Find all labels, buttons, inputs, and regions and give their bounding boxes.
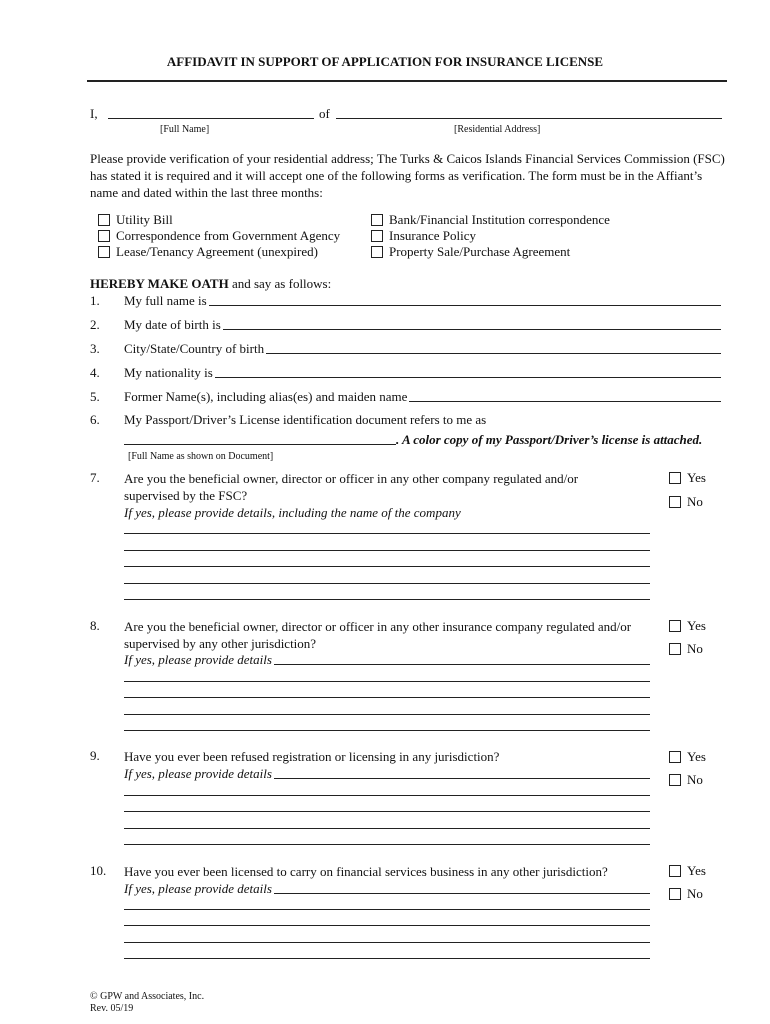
item-label: My full name is xyxy=(124,293,207,308)
option-label: Bank/Financial Institution correspondence xyxy=(389,212,610,227)
residential-address-field[interactable] xyxy=(336,118,722,119)
oath-bold: HEREBY MAKE OATH xyxy=(90,276,229,291)
details-line[interactable] xyxy=(274,664,650,665)
details-line[interactable] xyxy=(124,730,650,731)
checkbox[interactable] xyxy=(669,865,681,877)
checkbox[interactable] xyxy=(669,472,681,484)
question-9-yes[interactable] xyxy=(669,749,706,765)
verification-options-right xyxy=(371,212,610,260)
question-7-yes[interactable] xyxy=(669,470,706,486)
details-line[interactable] xyxy=(124,828,650,829)
question-10-no[interactable] xyxy=(669,886,703,902)
document-name-line[interactable] xyxy=(124,444,396,445)
option-insurance-policy[interactable] xyxy=(371,228,610,244)
option-lease-agreement[interactable] xyxy=(98,244,340,260)
details-line[interactable] xyxy=(124,599,650,600)
checkbox[interactable] xyxy=(98,214,110,226)
item-number: 1. xyxy=(90,293,100,308)
no-label: No xyxy=(687,772,703,787)
item-label: My date of birth is xyxy=(124,317,221,332)
no-label: No xyxy=(687,641,703,656)
full-name-caption: [Full Name] xyxy=(160,124,210,135)
footer-copyright: © GPW and Associates, Inc. xyxy=(90,991,205,1002)
item-full-name xyxy=(124,293,721,309)
option-label: Property Sale/Purchase Agreement xyxy=(389,244,571,259)
verification-options-left xyxy=(98,212,340,260)
item-birthplace xyxy=(124,341,721,357)
yes-label: Yes xyxy=(687,863,706,878)
option-label: Correspondence from Government Agency xyxy=(116,228,341,243)
verification-paragraph: Please provide verification of your residential address; The Turks & Caicos Islands Financial Services Commission (FSC) has stated it is required and it will accept one of the following forms as verification. The form must be in the Affiant’s name and dated within the last three months: xyxy=(90,151,725,200)
question-7-detail: If yes, please provide details, including the name of the company xyxy=(124,505,461,520)
nationality-line[interactable] xyxy=(215,377,721,378)
item-number: 4. xyxy=(90,365,100,380)
no-label: No xyxy=(687,886,703,901)
checkbox[interactable] xyxy=(371,230,383,242)
oath-rest: and say as follows: xyxy=(228,276,332,291)
details-line[interactable] xyxy=(124,533,650,534)
option-label: Lease/Tenancy Agreement (unexpired) xyxy=(116,244,318,259)
title-rule xyxy=(87,80,727,82)
details-line[interactable] xyxy=(124,697,650,698)
question-8-text: Are you the beneficial owner, director or officer in any other insurance company regulated and/or supervised by any other jurisdiction? xyxy=(124,619,632,651)
details-line[interactable] xyxy=(124,566,650,567)
details-line[interactable] xyxy=(124,550,650,551)
question-9-text: Have you ever been refused registration or licensing in any jurisdiction? xyxy=(124,749,500,764)
item-number: 5. xyxy=(90,389,100,404)
footer-revision: Rev. 05/19 xyxy=(90,1003,134,1014)
checkbox[interactable] xyxy=(669,496,681,508)
option-bank-correspondence[interactable] xyxy=(371,212,610,228)
detail-label: If yes, please provide details xyxy=(124,766,272,781)
item-number: 2. xyxy=(90,317,100,332)
details-line[interactable] xyxy=(124,681,650,682)
details-line[interactable] xyxy=(124,958,650,959)
checkbox[interactable] xyxy=(98,246,110,258)
details-line[interactable] xyxy=(124,583,650,584)
question-9-detail xyxy=(124,765,650,782)
details-line[interactable] xyxy=(274,778,650,779)
option-label: Utility Bill xyxy=(116,212,173,227)
option-label: Insurance Policy xyxy=(389,228,477,243)
details-line[interactable] xyxy=(124,714,650,715)
checkbox[interactable] xyxy=(669,774,681,786)
item6-label: My Passport/Driver’s License identification document refers to me as xyxy=(124,412,487,427)
question-number: 7. xyxy=(90,470,100,485)
intro-i: I, xyxy=(90,106,98,121)
checkbox[interactable] xyxy=(98,230,110,242)
date-of-birth-line[interactable] xyxy=(223,329,721,330)
details-line[interactable] xyxy=(124,909,650,910)
full-name-field[interactable] xyxy=(108,118,314,119)
former-names-line[interactable] xyxy=(409,401,721,402)
checkbox[interactable] xyxy=(669,620,681,632)
question-8-detail xyxy=(124,651,650,668)
question-9-no[interactable] xyxy=(669,772,703,788)
item-label: My nationality is xyxy=(124,365,213,380)
document-title: AFFIDAVIT IN SUPPORT OF APPLICATION FOR INSURANCE LICENSE xyxy=(166,54,604,69)
details-line[interactable] xyxy=(124,925,650,926)
question-number: 8. xyxy=(90,618,100,633)
question-10-text: Have you ever been licensed to carry on financial services business in any other jurisdiction? xyxy=(124,864,608,879)
question-8-yes[interactable] xyxy=(669,618,706,634)
option-utility-bill[interactable] xyxy=(98,212,340,228)
checkbox[interactable] xyxy=(371,214,383,226)
item-number: 3. xyxy=(90,341,100,356)
item-nationality xyxy=(124,365,721,381)
details-line[interactable] xyxy=(124,795,650,796)
option-property-agreement[interactable] xyxy=(371,244,610,260)
item-label: City/State/Country of birth xyxy=(124,341,265,356)
yes-label: Yes xyxy=(687,618,706,633)
attached-note: . A color copy of my Passport/Driver’s license is attached. xyxy=(396,432,703,447)
no-label: No xyxy=(687,494,703,509)
details-line[interactable] xyxy=(274,893,650,894)
question-7-no[interactable] xyxy=(669,494,703,510)
birthplace-line[interactable] xyxy=(266,353,721,354)
option-government-correspondence[interactable] xyxy=(98,228,340,244)
item-number: 6. xyxy=(90,412,100,427)
item-date-of-birth xyxy=(124,317,721,333)
address-caption: [Residential Address] xyxy=(454,124,541,135)
item-former-names xyxy=(124,389,721,405)
question-7-text: Are you the beneficial owner, director or officer in any other company regulated and/or supervised by the FSC? xyxy=(124,471,579,503)
yes-label: Yes xyxy=(687,470,706,485)
full-name-line[interactable] xyxy=(209,305,721,306)
oath-heading xyxy=(90,276,331,292)
checkbox[interactable] xyxy=(669,751,681,763)
question-8-no[interactable] xyxy=(669,641,703,657)
details-line[interactable] xyxy=(124,811,650,812)
checkbox[interactable] xyxy=(669,643,681,655)
details-line[interactable] xyxy=(124,844,650,845)
question-number: 9. xyxy=(90,748,100,763)
item-label: Former Name(s), including alias(es) and maiden name xyxy=(124,389,408,404)
detail-label: If yes, please provide details xyxy=(124,881,272,896)
checkbox[interactable] xyxy=(669,888,681,900)
detail-label: If yes, please provide details xyxy=(124,652,272,667)
yes-label: Yes xyxy=(687,749,706,764)
details-line[interactable] xyxy=(124,942,650,943)
question-10-detail xyxy=(124,880,650,897)
intro-of: of xyxy=(319,106,330,121)
question-10-yes[interactable] xyxy=(669,863,706,879)
checkbox[interactable] xyxy=(371,246,383,258)
question-number: 10. xyxy=(90,863,107,878)
document-name-caption: [Full Name as shown on Document] xyxy=(128,451,274,462)
